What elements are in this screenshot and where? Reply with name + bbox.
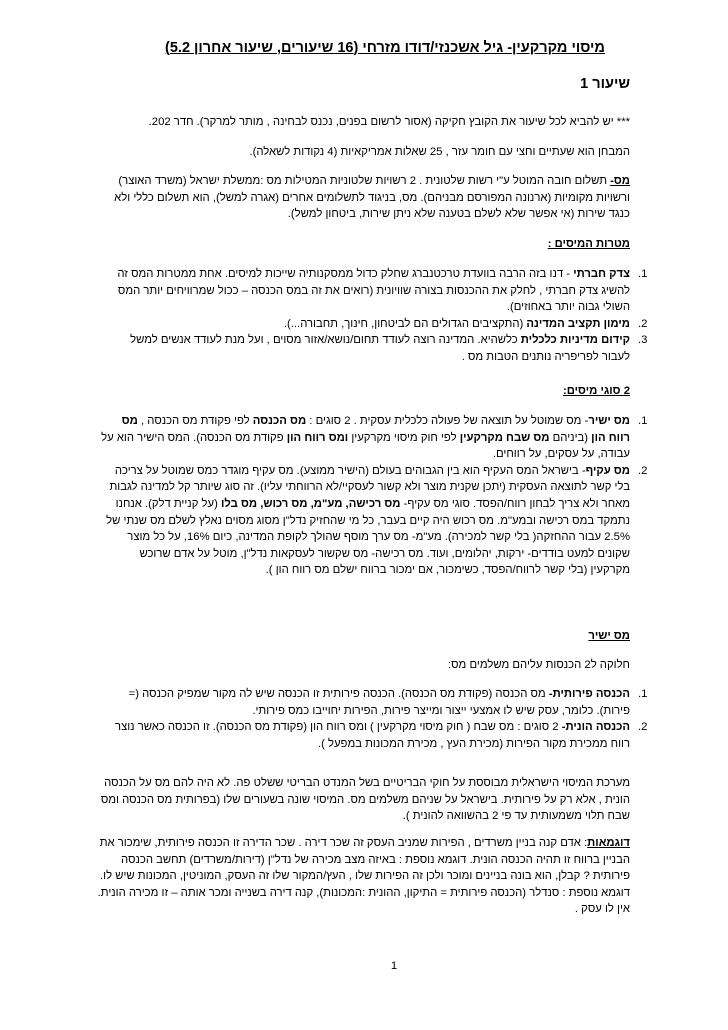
tax-type-term: מס ישיר xyxy=(588,415,630,427)
list-number: 1. xyxy=(638,415,648,427)
tax-type-item-indirect xyxy=(100,463,668,579)
income-type-text: מס הכנסה (פקודת מס הכנסה). הכנסה פירותית זו הכנסה שיש לה מקור שמפיק הכנסה (= פירות). כלומר, עסק שיש לו אמצעי ייצור ומייצר פירות, הפירות יחוייבו כמס פירותי. xyxy=(128,688,630,717)
examples-term: דוגמאות xyxy=(587,837,630,849)
list-number: 1. xyxy=(638,268,648,280)
income-type-item xyxy=(100,686,668,719)
income-type-text: 2 סוגים : מס שבח ( חוק מיסוי מקרקעין ) ומס רווח הון (פקודת מס הכנסה). זו הכנסה כאשר נוצר רווח ממכירת מקור הפירות (מכירת העץ , מכירת המכונות במפעל ). xyxy=(115,721,630,750)
tax-subtype-income: מס הכנסה xyxy=(252,415,307,427)
list-number: 2. xyxy=(638,464,648,477)
examples-text: : אדם קנה בניין משרדים , הפירות שמניב העסק זה שכר דירה . שכר הדירה זו הכנסה פירותית, שימכור את הבניין ברווח זו תהיה הכנסה הונית. דוגמא נוספת : באיזה מצב מכירה של נדל"ן (דירות/משרדים) תחשב הכנסה פירותית ? קבלן, הוא בונה בניינים ומוכר ולכן זה הפירות שלו , העץ/המקור שלו זה העסק, המוניטין, המכונות שיש לו. דוגמא נוספת : סנדלר (הכנסה פירותית = התיקון, ההונית :המכונות), קנה דירה בשנייה ומכר אותה – זו מכירה הונית. אין לו עסק . xyxy=(97,837,630,916)
goal-term: קידום מדיניות כלכלית xyxy=(520,334,630,347)
tax-types-list xyxy=(100,413,668,579)
tax-definition-text: תשלום חובה המוטל ע"י רשות שלטונית . 2 רשויות שלטוניות המטילות מס :ממשלת ישראל (משרד האוצר) ורשויות מקומיות (ארנונה המפורסם מבניהם). מס, בניגוד לתשלומים אחרים (אגרה למשל), הוא תשלום כללי ולא כנגד שירות (אי אפשר שלא לשלם בטענה שלא ניתן שירות, ביטחון למשל). xyxy=(114,175,630,221)
tax-types-heading: 2 סוגי מיסים: xyxy=(562,385,630,397)
income-type-item xyxy=(100,719,668,752)
lesson-heading: שיעור 1 xyxy=(580,76,630,92)
tax-type-term: מס עקיף xyxy=(585,464,630,477)
tax-type-text: - מס שמוטל על תוצאה של פעולה כלכלית עסקית . 2 סוגים : xyxy=(306,415,589,427)
goal-item xyxy=(100,266,668,316)
direct-tax-heading: מס ישיר xyxy=(588,630,630,642)
tax-type-text: לפי פקודת מס הכנסה , xyxy=(137,415,253,427)
tax-type-text: פקודת מס הכנסה). המס הישיר הוא על עבודה, על עסקים, על רווחים. xyxy=(101,431,630,461)
income-type-term: הכנסה פירותית- xyxy=(548,688,630,700)
tax-system-paragraph: מערכת המיסוי הישראלית מבוססת על חוקי הבריטיים בשל המנדט הבריטי ששלט פה. לא היה להם מס על הכנסה הונית , אלא רק על פירותית. בישראל על שניהם משלמים מס. המיסוי שונה בשעורים שלו (בפרותית מס הכנסה ומס שבח תלוי משמעותית עד פי 2 בהשוואה להונית ). xyxy=(100,777,630,823)
list-number: 1. xyxy=(638,688,648,700)
tax-definition-term: מס- xyxy=(610,175,630,187)
goal-text: - דנו בזה הרבה בוועדת טרכטנברג שחלק כדול ממסקנותיה שייכות למיסים. אחת ממטרות המס זה להשיג צדק חברתי , לחלק את ההכנסות בצורה שוויונית (רואים את זה במס הכנסה – ככול שמרוויחים יותר המס השולי גבוה יותר באחוזים). xyxy=(117,268,630,314)
tax-type-item-direct xyxy=(100,413,668,463)
tax-subtype-capital-gains: מס רווח הון xyxy=(121,415,630,444)
list-number: 3. xyxy=(638,334,648,347)
goals-heading: מטרות המיסים : xyxy=(547,238,630,250)
examples-paragraph xyxy=(94,835,630,918)
tax-subtype-capital-gains-2: ומס רווח הון xyxy=(286,431,349,444)
tax-subtype-betterment: מס שבח מקרקעין xyxy=(459,431,550,444)
note-paragraph: *** יש להביא לכל שיעור את הקובץ חקיקה (אסור לרשום בפנים, נכנס לבחינה , מותר למרקר). חדר 202. xyxy=(148,116,630,128)
goal-item xyxy=(100,332,668,365)
list-number: 2. xyxy=(638,317,648,330)
tax-type-text: לפי חוק מיסוי מקרקעין xyxy=(348,431,460,444)
tax-definition-paragraph xyxy=(94,173,630,223)
income-type-term: הכנסה הונית- xyxy=(561,721,630,734)
document-title: מיסוי מקרקעין- גיל אשכנזי/דודו מזרחי (16 שיעורים, שיעור אחרון 5.2) xyxy=(165,40,605,56)
income-types-list xyxy=(100,686,668,752)
tax-type-text: - בישראל המס העקיף הוא בין הגבוהים בעולם (הישיר ממוצע). מס עקיף מוגדר כמס שמוטל על צריכה בלי קשר לתוצאה העסקית (יתכן שקנית מוצר ולא קשור לעסקיי/לא הרווחתי עליו). זה סוג שיותר קל למדינה לגבות מאחר ולא צריך לבחון רווח/הפסד. סוגי מס עקיף- xyxy=(109,464,630,510)
income-split-paragraph: חלוקה ל2 הכנסות עליהם משלמים מס: xyxy=(448,659,630,671)
goal-text: (התקציבים הגדולים הם לביטחון, חינוך, תחבורה...). xyxy=(283,317,527,330)
goals-list xyxy=(100,266,668,366)
page-number: 1 xyxy=(390,960,398,972)
list-number: 2. xyxy=(638,721,648,734)
goal-item xyxy=(100,316,668,333)
exam-paragraph: המבחן הוא שעתיים וחצי עם חומר עזר , 25 שאלות אמריקאיות (4 נקודות לשאלה). xyxy=(249,146,630,158)
goal-text: כלשהיא. המדינה רוצה לעודד תחום/נושא/אזור מסוים , ועל מנת לעודד אנשים למשל לעבור לפריפריה נותנים הטבות מס . xyxy=(130,334,630,363)
indirect-tax-kinds: מס רכישה, מע"מ, מס רכוש, מס בלו xyxy=(220,497,401,510)
goal-term: צדק חברתי xyxy=(573,268,630,280)
tax-type-text: (ביניהם xyxy=(549,431,592,444)
tax-type-text: (על קניית דלק). אנחנו נתמקד במס רכישה ובמע"מ. מס רכוש היה קיים בעבר, כל מי שהחזיק נדל"ן מסוג מסוים נאלץ לשלם מס שנתי של 2.5% עבור ההחזקה( בלי קשר למכירה). מע"מ- מס ערך מוסף שהולך לקופת המדינה, כיום 16%, על כל מוצר שקונים למעט בודדים- ירקות, יהלומים, ועוד. מס רכישה- מס שקשור לעסקאות נדל"ן, מוטל על אדם שרוכש מקרקעין (בלי קשר לרווח/הפסד, כשימכור, אם ימכור ברווח ישלם מס רווח הון ). xyxy=(106,497,630,577)
goal-term: מימון תקציב המדינה xyxy=(526,317,630,330)
